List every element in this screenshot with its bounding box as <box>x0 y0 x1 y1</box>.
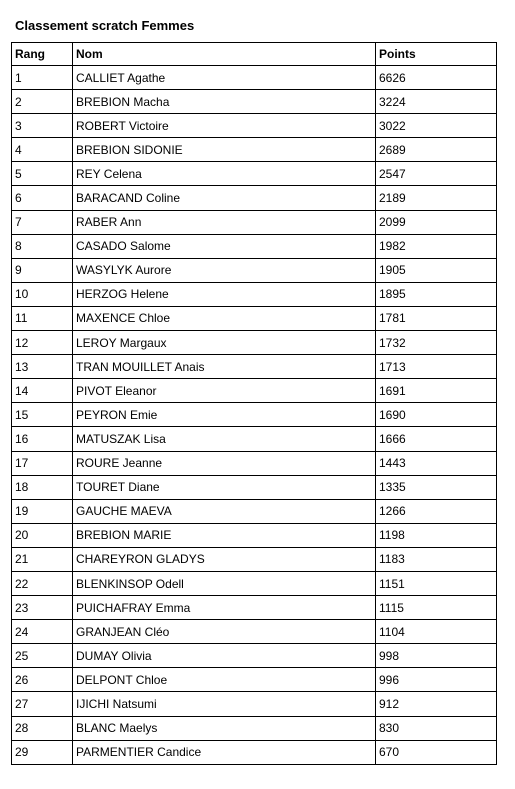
cell-rang: 12 <box>12 331 73 355</box>
table-row <box>12 475 497 499</box>
table-row <box>12 186 497 210</box>
cell-nom: PARMENTIER Candice <box>73 740 376 764</box>
cell-rang: 19 <box>12 499 73 523</box>
cell-nom: GAUCHE MAEVA <box>73 499 376 523</box>
cell-nom: CASADO Salome <box>73 234 376 258</box>
table-row <box>12 138 497 162</box>
cell-nom: BARACAND Coline <box>73 186 376 210</box>
table-row <box>12 740 497 764</box>
cell-points: 2689 <box>376 138 497 162</box>
ranking-table <box>11 42 497 765</box>
table-row <box>12 355 497 379</box>
cell-rang: 6 <box>12 186 73 210</box>
cell-nom: IJICHI Natsumi <box>73 692 376 716</box>
cell-points: 670 <box>376 740 497 764</box>
cell-rang: 23 <box>12 596 73 620</box>
cell-nom: PEYRON Emie <box>73 403 376 427</box>
cell-points: 1713 <box>376 355 497 379</box>
cell-points: 1335 <box>376 475 497 499</box>
cell-rang: 21 <box>12 547 73 571</box>
cell-rang: 27 <box>12 692 73 716</box>
cell-rang: 1 <box>12 66 73 90</box>
cell-points: 2547 <box>376 162 497 186</box>
cell-nom: BLENKINSOP Odell <box>73 571 376 595</box>
header-rang: Rang <box>12 43 73 66</box>
cell-rang: 17 <box>12 451 73 475</box>
cell-points: 1666 <box>376 427 497 451</box>
table-row <box>12 571 497 595</box>
cell-rang: 10 <box>12 282 73 306</box>
table-body <box>12 66 497 765</box>
table-row <box>12 379 497 403</box>
cell-nom: RABER Ann <box>73 210 376 234</box>
cell-rang: 13 <box>12 355 73 379</box>
cell-rang: 2 <box>12 90 73 114</box>
cell-rang: 26 <box>12 668 73 692</box>
cell-rang: 5 <box>12 162 73 186</box>
header-points: Points <box>376 43 497 66</box>
cell-nom: CHAREYRON GLADYS <box>73 547 376 571</box>
header-row <box>12 43 497 66</box>
cell-nom: LEROY Margaux <box>73 331 376 355</box>
cell-nom: DELPONT Chloe <box>73 668 376 692</box>
cell-points: 2189 <box>376 186 497 210</box>
table-row <box>12 282 497 306</box>
cell-nom: PUICHAFRAY Emma <box>73 596 376 620</box>
table-row <box>12 692 497 716</box>
cell-rang: 8 <box>12 234 73 258</box>
table-row <box>12 596 497 620</box>
table-row <box>12 234 497 258</box>
cell-rang: 11 <box>12 306 73 330</box>
cell-rang: 20 <box>12 523 73 547</box>
cell-rang: 28 <box>12 716 73 740</box>
table-row <box>12 523 497 547</box>
cell-points: 1198 <box>376 523 497 547</box>
table-row <box>12 162 497 186</box>
cell-rang: 25 <box>12 644 73 668</box>
cell-points: 3022 <box>376 114 497 138</box>
cell-rang: 24 <box>12 620 73 644</box>
cell-points: 3224 <box>376 90 497 114</box>
table-row <box>12 66 497 90</box>
cell-points: 2099 <box>376 210 497 234</box>
cell-points: 1266 <box>376 499 497 523</box>
cell-rang: 29 <box>12 740 73 764</box>
table-row <box>12 644 497 668</box>
cell-rang: 9 <box>12 258 73 282</box>
cell-rang: 15 <box>12 403 73 427</box>
cell-points: 1104 <box>376 620 497 644</box>
table-row <box>12 499 497 523</box>
cell-points: 1183 <box>376 547 497 571</box>
cell-nom: GRANJEAN Cléo <box>73 620 376 644</box>
cell-nom: TRAN MOUILLET Anais <box>73 355 376 379</box>
cell-points: 1115 <box>376 596 497 620</box>
cell-points: 1690 <box>376 403 497 427</box>
cell-nom: CALLIET Agathe <box>73 66 376 90</box>
table-row <box>12 716 497 740</box>
page-title: Classement scratch Femmes <box>15 18 195 33</box>
cell-points: 998 <box>376 644 497 668</box>
cell-nom: MAXENCE Chloe <box>73 306 376 330</box>
cell-points: 1691 <box>376 379 497 403</box>
cell-rang: 22 <box>12 571 73 595</box>
table-row <box>12 114 497 138</box>
cell-points: 1443 <box>376 451 497 475</box>
cell-points: 912 <box>376 692 497 716</box>
cell-nom: MATUSZAK Lisa <box>73 427 376 451</box>
cell-rang: 16 <box>12 427 73 451</box>
cell-rang: 18 <box>12 475 73 499</box>
table-row <box>12 210 497 234</box>
table-row <box>12 427 497 451</box>
table-header <box>12 43 497 66</box>
cell-nom: WASYLYK Aurore <box>73 258 376 282</box>
cell-rang: 4 <box>12 138 73 162</box>
cell-rang: 14 <box>12 379 73 403</box>
table-row <box>12 668 497 692</box>
cell-points: 996 <box>376 668 497 692</box>
cell-nom: BLANC Maelys <box>73 716 376 740</box>
cell-points: 1895 <box>376 282 497 306</box>
cell-rang: 3 <box>12 114 73 138</box>
cell-nom: HERZOG Helene <box>73 282 376 306</box>
table-row <box>12 403 497 427</box>
cell-nom: ROURE Jeanne <box>73 451 376 475</box>
table-row <box>12 451 497 475</box>
table-row <box>12 331 497 355</box>
cell-points: 1781 <box>376 306 497 330</box>
cell-points: 830 <box>376 716 497 740</box>
table-row <box>12 258 497 282</box>
cell-nom: PIVOT Eleanor <box>73 379 376 403</box>
table-row <box>12 620 497 644</box>
cell-nom: ROBERT Victoire <box>73 114 376 138</box>
cell-nom: REY Celena <box>73 162 376 186</box>
cell-points: 1732 <box>376 331 497 355</box>
cell-points: 1982 <box>376 234 497 258</box>
table-row <box>12 306 497 330</box>
cell-rang: 7 <box>12 210 73 234</box>
cell-nom: BREBION SIDONIE <box>73 138 376 162</box>
cell-points: 1905 <box>376 258 497 282</box>
cell-nom: DUMAY Olivia <box>73 644 376 668</box>
cell-points: 6626 <box>376 66 497 90</box>
header-nom: Nom <box>73 43 376 66</box>
table-row <box>12 90 497 114</box>
cell-nom: TOURET Diane <box>73 475 376 499</box>
table-row <box>12 547 497 571</box>
cell-nom: BREBION Macha <box>73 90 376 114</box>
cell-points: 1151 <box>376 571 497 595</box>
cell-nom: BREBION MARIE <box>73 523 376 547</box>
